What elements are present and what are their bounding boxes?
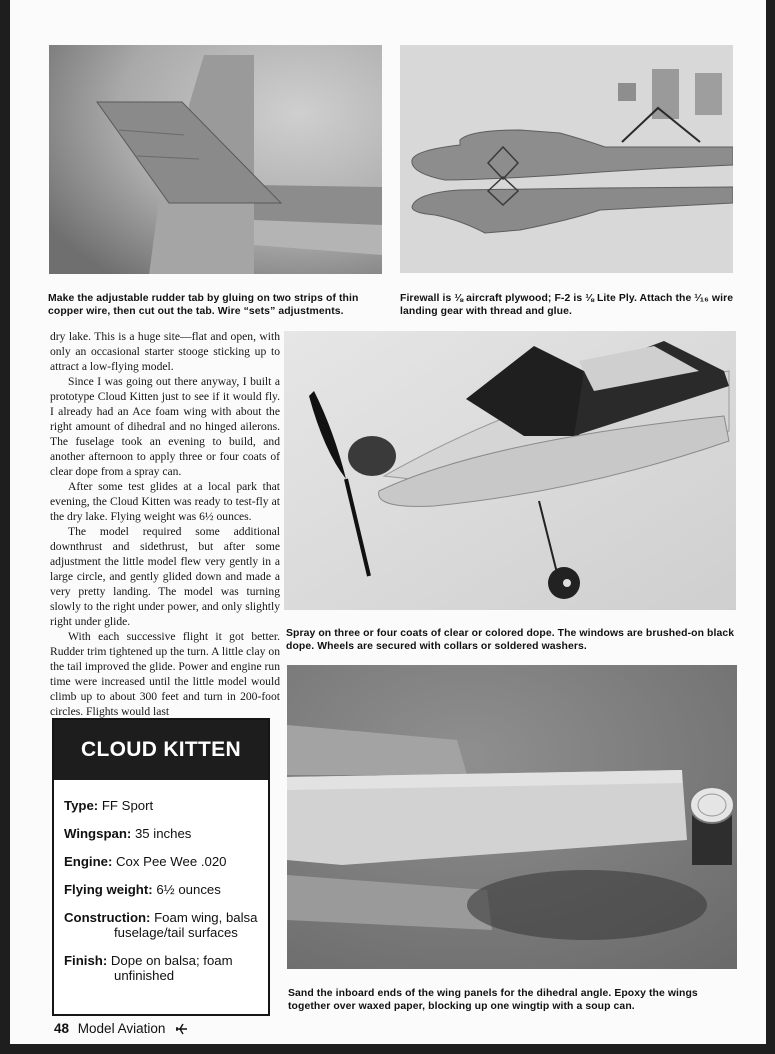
spec-engine — [64, 854, 268, 869]
photo-wing-gluing — [287, 665, 737, 969]
body-paragraph: dry lake. This is a huge site—flat and open, with only an occasional starter stooge sticking up to attract a low-flying model. — [50, 330, 280, 373]
article-body — [50, 329, 280, 719]
spec-label: Engine: — [64, 854, 113, 869]
spec-wingspan — [64, 826, 268, 841]
caption-rudder-tab: Make the adjustable rudder tab by gluing on two strips of thin copper wire, then cut out the tab. Wire “sets” adjustments. — [48, 293, 359, 317]
specs-box — [52, 718, 270, 1016]
body-paragraph: The model required some additional downthrust and sidethrust, but after some adjustment the little model flew very gently in a large circle, and gently glided down and made a very pretty landing. The model was turning slowly to the right under power, and only slightly right under glide. — [50, 525, 280, 628]
spec-value: Foam wing, balsa — [154, 910, 258, 925]
body-paragraph: After some test glides at a local park that evening, the Cloud Kitten was ready to test-fly at the dry lake. Flying weight was 6½ ounces. — [50, 480, 280, 523]
photo-completed-model — [284, 331, 736, 610]
caption-firewall: Firewall is ⅛ aircraft plywood; F-2 is ⅛ Lite Ply. Attach the ¹⁄₁₆ wire landing gear with thread and glue. — [400, 293, 734, 317]
spec-value: 6½ ounces — [156, 882, 221, 897]
spec-value: FF Sport — [101, 798, 154, 813]
magazine-page — [10, 0, 766, 1044]
spec-value: Cox Pee Wee .020 — [116, 854, 227, 869]
spec-label: Flying weight: — [64, 882, 153, 897]
spec-finish — [64, 953, 268, 983]
specs-title: CLOUD KITTEN — [54, 720, 268, 780]
page-footer — [54, 1021, 188, 1038]
spec-construction — [64, 910, 268, 940]
photo-fuselage-parts — [400, 45, 733, 273]
spec-label: Type: — [64, 798, 99, 813]
magazine-name: Model Aviation — [77, 1021, 166, 1036]
spec-value: 35 inches — [134, 826, 192, 841]
airplane-icon — [175, 1023, 188, 1038]
wing-gluing-image — [287, 665, 737, 969]
page-number: 48 — [54, 1021, 70, 1036]
spec-value-continued: unfinished — [114, 968, 175, 983]
rudder-tab-image — [49, 45, 382, 274]
spec-flying-weight — [64, 882, 268, 897]
caption-dope: Spray on three or four coats of clear or colored dope. The windows are brushed-on black dope. Wheels are secured with collars or soldered washers. — [286, 628, 735, 652]
specs-list — [54, 780, 268, 983]
photo-rudder-tab — [49, 45, 382, 274]
body-paragraph: With each successive flight it got better. Rudder trim tightened up the turn. A little clay on the tail improved the glide. Power and engine run time were increased until the little model would climb up to about 300 feet and turn in 200-foot circles. Flights would last — [50, 630, 280, 718]
body-paragraph: Since I was going out there anyway, I built a prototype Cloud Kitten just to see if it would fly. I already had an Ace foam wing with about the right amount of dihedral and no hinged ailerons. The fuselage took an evening to build, and another afternoon to apply three or four coats of clear dope from a spray can. — [50, 375, 280, 478]
completed-model-image — [284, 331, 736, 610]
spec-label: Wingspan: — [64, 826, 132, 841]
spec-type — [64, 798, 268, 813]
spec-label: Finish: — [64, 953, 108, 968]
spec-value-continued: fuselage/tail surfaces — [114, 925, 238, 940]
fuselage-parts-image — [400, 45, 733, 273]
spec-value: Dope on balsa; foam — [110, 953, 233, 968]
caption-wing: Sand the inboard ends of the wing panels for the dihedral angle. Epoxy the wings together over waxed paper, blocking up one wingtip with a soup can. — [288, 988, 698, 1012]
spec-label: Construction: — [64, 910, 151, 925]
